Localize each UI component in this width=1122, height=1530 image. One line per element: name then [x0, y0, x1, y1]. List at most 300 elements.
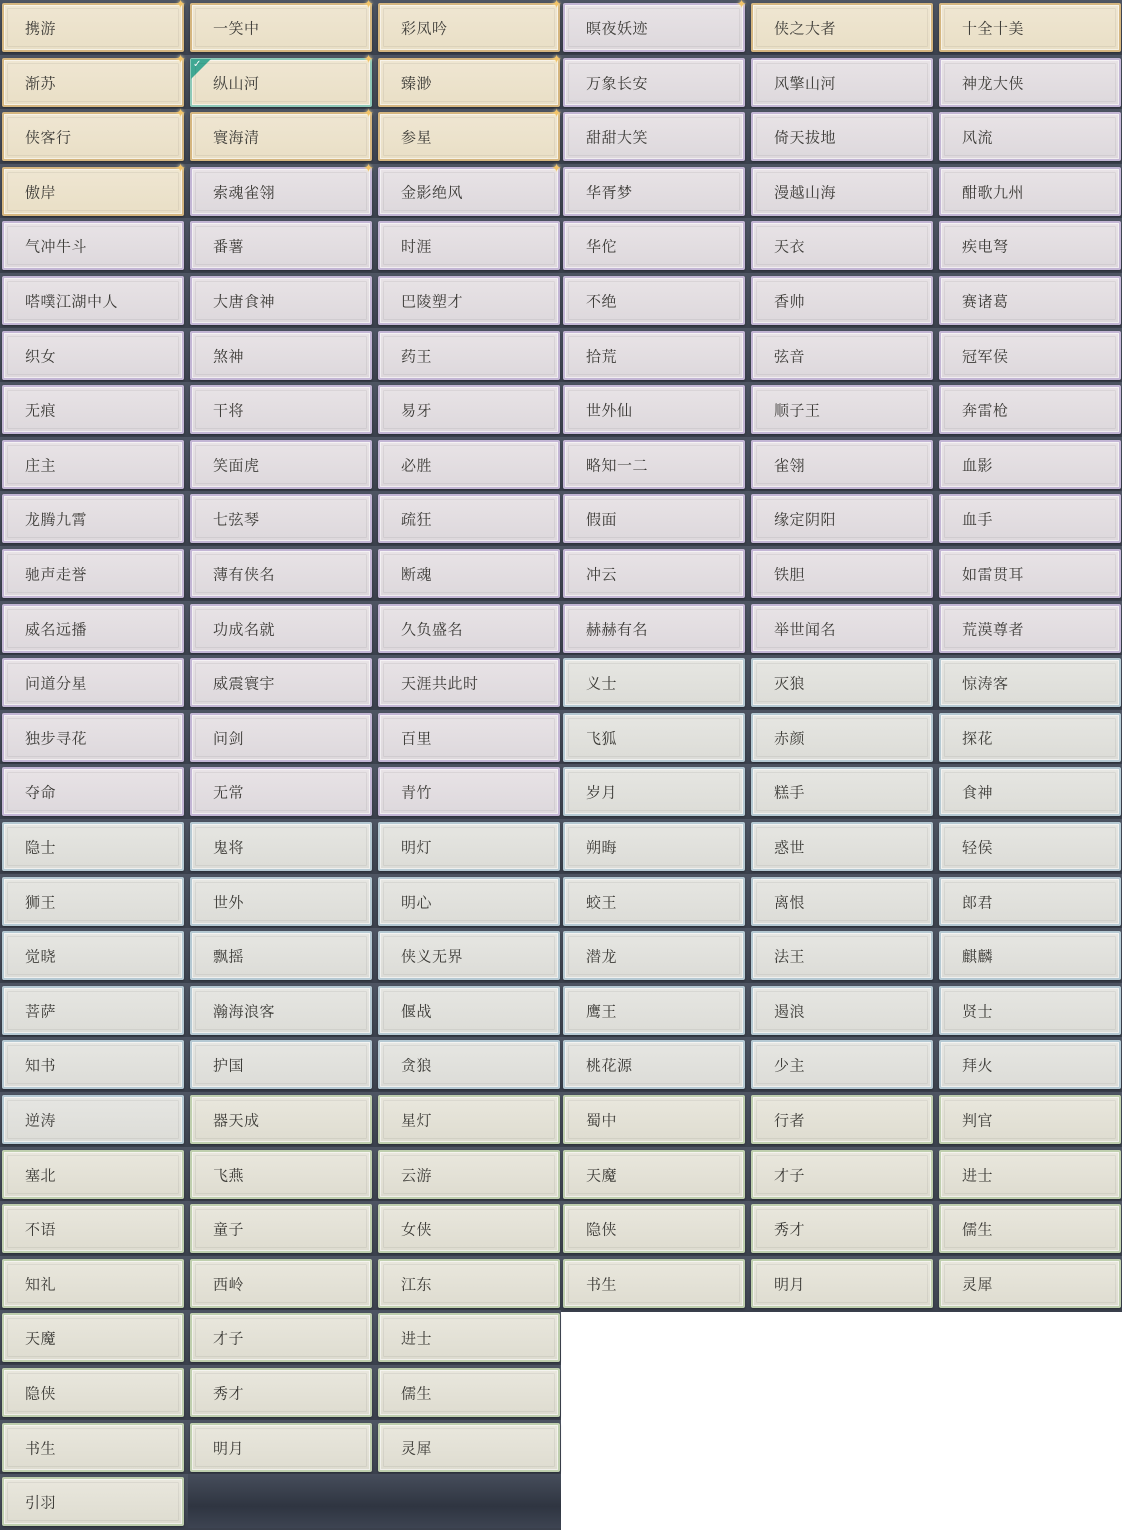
title-card-label: 江东 — [401, 1275, 433, 1293]
title-card[interactable] — [939, 1204, 1121, 1253]
title-card-label: 义士 — [586, 674, 618, 692]
star-icon: ✦ — [736, 0, 747, 11]
title-card[interactable] — [378, 986, 560, 1035]
title-card-label: 不绝 — [586, 292, 618, 310]
title-card[interactable] — [378, 1313, 560, 1362]
title-card-label: 侠客行 — [25, 128, 72, 146]
title-card-label: 血手 — [962, 510, 994, 528]
title-card-label: 疏狂 — [401, 510, 433, 528]
title-card[interactable] — [378, 1040, 560, 1089]
title-card[interactable] — [563, 1095, 745, 1144]
title-card-label: 无痕 — [25, 401, 57, 419]
title-card-label: 明灯 — [401, 838, 433, 856]
title-card-label: 食神 — [962, 783, 994, 801]
title-card-label: 问剑 — [213, 729, 245, 747]
title-card[interactable] — [378, 931, 560, 980]
title-card[interactable] — [751, 986, 933, 1035]
title-card[interactable] — [939, 3, 1121, 52]
title-card-label: 才子 — [213, 1329, 245, 1347]
title-card-label: 不语 — [25, 1220, 57, 1238]
title-card-label: 笑面虎 — [213, 456, 260, 474]
title-card[interactable] — [751, 3, 933, 52]
title-card-label: 气冲牛斗 — [25, 237, 88, 255]
title-card-label: 狮王 — [25, 893, 57, 911]
title-card-label: 飞燕 — [213, 1166, 245, 1184]
title-card-label: 弦音 — [774, 347, 806, 365]
title-card-label: 童子 — [213, 1220, 245, 1238]
title-card[interactable] — [378, 604, 560, 653]
title-card[interactable] — [2, 385, 184, 434]
title-card[interactable] — [2, 1477, 184, 1526]
title-card-label: 臻渺 — [401, 74, 433, 92]
title-card-label: 万象长安 — [586, 74, 649, 92]
title-card[interactable] — [2, 1313, 184, 1362]
title-card-label: 逆涛 — [25, 1111, 57, 1129]
title-card-label: 惊涛客 — [962, 674, 1009, 692]
title-card[interactable] — [378, 440, 560, 489]
title-card-label: 风擎山河 — [774, 74, 837, 92]
title-card[interactable] — [2, 1368, 184, 1417]
title-card[interactable] — [2, 931, 184, 980]
title-card[interactable] — [751, 1150, 933, 1199]
title-card[interactable] — [190, 494, 372, 543]
title-card[interactable] — [378, 1095, 560, 1144]
title-card-label: 香帅 — [774, 292, 806, 310]
title-card-label: 血影 — [962, 456, 994, 474]
title-card-label: 知礼 — [25, 1275, 57, 1293]
title-card[interactable] — [563, 0, 747, 52]
star-icon: ✦ — [363, 52, 374, 66]
title-card[interactable] — [563, 58, 745, 107]
title-card[interactable] — [378, 822, 560, 871]
title-card-label: 假面 — [586, 510, 618, 528]
title-card[interactable] — [2, 106, 186, 161]
title-card-label: 郎君 — [962, 893, 994, 911]
title-card-label: 青竹 — [401, 783, 433, 801]
title-card[interactable] — [939, 1150, 1121, 1199]
title-card[interactable] — [751, 658, 933, 707]
title-card[interactable] — [751, 112, 933, 161]
title-card-label: 嗒噗江湖中人 — [25, 292, 119, 310]
star-icon: ✦ — [175, 0, 186, 11]
title-card[interactable] — [939, 1095, 1121, 1144]
title-card-label: 无常 — [213, 783, 245, 801]
title-card[interactable] — [2, 161, 186, 216]
title-card-label: 法王 — [774, 947, 806, 965]
title-card-label: 彩凤吟 — [401, 19, 448, 37]
title-card[interactable] — [378, 549, 560, 598]
title-card-label: 独步寻花 — [25, 729, 88, 747]
title-card-label: 贪狼 — [401, 1056, 433, 1074]
title-card[interactable] — [563, 385, 745, 434]
title-card-label: 天魔 — [25, 1329, 57, 1347]
title-card-label: 星灯 — [401, 1111, 433, 1129]
title-card-label: 金影绝风 — [401, 183, 464, 201]
title-card-label: 暝夜妖迹 — [586, 19, 649, 37]
title-card-label: 天衣 — [774, 237, 806, 255]
title-card[interactable] — [190, 1259, 372, 1308]
title-card-label: 天魔 — [586, 1166, 618, 1184]
title-card[interactable] — [378, 0, 562, 52]
title-card[interactable] — [563, 1150, 745, 1199]
title-card[interactable] — [939, 221, 1121, 270]
star-icon: ✦ — [363, 0, 374, 11]
title-card-label: 易牙 — [401, 401, 433, 419]
title-card[interactable] — [751, 1095, 933, 1144]
title-card[interactable] — [190, 1204, 372, 1253]
title-card-label: 略知一二 — [586, 456, 649, 474]
title-card-label: 飘摇 — [213, 947, 245, 965]
title-card-label: 功成名就 — [213, 620, 276, 638]
title-card[interactable] — [2, 1259, 184, 1308]
title-card[interactable] — [2, 1423, 184, 1472]
title-card[interactable] — [563, 931, 745, 980]
star-icon: ✦ — [175, 161, 186, 175]
star-icon: ✦ — [363, 161, 374, 175]
title-card[interactable] — [378, 494, 560, 543]
title-card-label: 鹰王 — [586, 1002, 618, 1020]
title-card[interactable] — [751, 1040, 933, 1089]
title-card[interactable] — [2, 331, 184, 380]
star-icon: ✦ — [175, 106, 186, 120]
title-card-label: 侠之大者 — [774, 19, 837, 37]
title-card[interactable] — [563, 276, 745, 325]
checkmark-icon — [191, 59, 211, 79]
title-card[interactable] — [751, 604, 933, 653]
title-card[interactable] — [378, 331, 560, 380]
title-card-label: 轻侯 — [962, 838, 994, 856]
title-card[interactable] — [2, 276, 184, 325]
title-card[interactable] — [751, 549, 933, 598]
title-card[interactable] — [378, 1259, 560, 1308]
title-card[interactable] — [751, 877, 933, 926]
title-card[interactable] — [2, 658, 184, 707]
title-card[interactable] — [563, 1204, 745, 1253]
title-card[interactable] — [190, 822, 372, 871]
title-card[interactable] — [563, 440, 745, 489]
title-card[interactable] — [939, 931, 1121, 980]
title-card-label: 蜀中 — [586, 1111, 618, 1129]
title-card[interactable] — [939, 276, 1121, 325]
title-card[interactable] — [190, 767, 372, 816]
title-card[interactable] — [2, 549, 184, 598]
title-card-label: 麒麟 — [962, 947, 994, 965]
title-card[interactable] — [939, 167, 1121, 216]
title-card-label: 少主 — [774, 1056, 806, 1074]
title-card-label: 秀才 — [774, 1220, 806, 1238]
title-card[interactable] — [563, 877, 745, 926]
title-card[interactable] — [190, 1040, 372, 1089]
title-card[interactable] — [2, 1150, 184, 1199]
title-card[interactable] — [2, 604, 184, 653]
title-card[interactable] — [2, 713, 184, 762]
title-card[interactable] — [2, 767, 184, 816]
title-card-label: 携游 — [25, 19, 57, 37]
title-card[interactable] — [190, 52, 374, 107]
title-card[interactable] — [563, 767, 745, 816]
title-card[interactable] — [563, 1040, 745, 1089]
title-card-label: 离恨 — [774, 893, 806, 911]
title-card[interactable] — [190, 1313, 372, 1362]
title-card[interactable] — [939, 658, 1121, 707]
title-card-label: 瀚海浪客 — [213, 1002, 276, 1020]
title-card-label: 儒生 — [962, 1220, 994, 1238]
title-card[interactable] — [939, 877, 1121, 926]
title-card[interactable] — [190, 713, 372, 762]
title-card[interactable] — [563, 713, 745, 762]
title-card-label: 驰声走誉 — [25, 565, 88, 583]
title-card-label: 糕手 — [774, 783, 806, 801]
title-card[interactable] — [563, 1259, 745, 1308]
title-card-label: 书生 — [25, 1439, 57, 1457]
title-card[interactable] — [751, 494, 933, 543]
title-card-label: 西岭 — [213, 1275, 245, 1293]
title-card-label: 十全十美 — [962, 19, 1025, 37]
title-card[interactable] — [939, 767, 1121, 816]
title-card-label: 云游 — [401, 1166, 433, 1184]
title-card[interactable] — [378, 276, 560, 325]
title-card-label: 织女 — [25, 347, 57, 365]
title-card-label: 夺命 — [25, 783, 57, 801]
title-card[interactable] — [2, 877, 184, 926]
title-card[interactable] — [563, 604, 745, 653]
title-card-label: 甜甜大笑 — [586, 128, 649, 146]
title-card[interactable] — [751, 221, 933, 270]
title-card-label: 塞北 — [25, 1166, 57, 1184]
title-card-label: 护国 — [213, 1056, 245, 1074]
title-card-label: 华佗 — [586, 237, 618, 255]
title-card[interactable] — [563, 494, 745, 543]
title-card-label: 觉晓 — [25, 947, 57, 965]
title-card[interactable] — [563, 986, 745, 1035]
title-card[interactable] — [751, 385, 933, 434]
title-card[interactable] — [378, 713, 560, 762]
title-card[interactable] — [2, 0, 186, 52]
title-card[interactable] — [2, 1204, 184, 1253]
title-card[interactable] — [751, 713, 933, 762]
title-card-label: 隐侠 — [25, 1384, 57, 1402]
title-card[interactable] — [751, 767, 933, 816]
title-card-label: 引羽 — [25, 1493, 57, 1511]
title-card[interactable] — [190, 331, 372, 380]
title-card[interactable] — [378, 106, 562, 161]
title-card-label: 赫赫有名 — [586, 620, 649, 638]
title-card-label: 久负盛名 — [401, 620, 464, 638]
title-card[interactable] — [563, 112, 745, 161]
empty-slot — [188, 1474, 561, 1528]
title-card[interactable] — [939, 112, 1121, 161]
title-card-label: 一笑中 — [213, 19, 260, 37]
title-card[interactable] — [939, 331, 1121, 380]
title-card-label: 知书 — [25, 1056, 57, 1074]
title-card-label: 奔雷枪 — [962, 401, 1009, 419]
title-card[interactable] — [939, 822, 1121, 871]
title-card-label: 参星 — [401, 128, 433, 146]
title-card-label: 桃花源 — [586, 1056, 633, 1074]
title-card[interactable] — [190, 440, 372, 489]
title-card[interactable] — [939, 604, 1121, 653]
title-card-label: 隐士 — [25, 838, 57, 856]
title-card[interactable] — [378, 1204, 560, 1253]
title-card-label: 进士 — [962, 1166, 994, 1184]
title-card-label: 蛟王 — [586, 893, 618, 911]
title-card-label: 拾荒 — [586, 347, 618, 365]
title-card[interactable] — [751, 822, 933, 871]
title-card[interactable] — [751, 331, 933, 380]
title-card[interactable] — [190, 161, 374, 216]
title-card[interactable] — [939, 549, 1121, 598]
title-card-label: 百里 — [401, 729, 433, 747]
title-card[interactable] — [190, 1423, 372, 1472]
title-card[interactable] — [190, 1368, 372, 1417]
title-card-label: 天涯共此时 — [401, 674, 479, 692]
title-card[interactable] — [378, 385, 560, 434]
title-card[interactable] — [378, 52, 562, 107]
title-card[interactable] — [190, 549, 372, 598]
title-card[interactable] — [751, 1259, 933, 1308]
title-card[interactable] — [190, 658, 372, 707]
title-card[interactable] — [2, 1095, 184, 1144]
title-card[interactable] — [378, 767, 560, 816]
title-card-label: 漫越山海 — [774, 183, 837, 201]
title-card-label: 朔晦 — [586, 838, 618, 856]
title-card-label: 傲岸 — [25, 183, 57, 201]
title-card[interactable] — [939, 713, 1121, 762]
title-card[interactable] — [563, 549, 745, 598]
title-card-label: 灭狼 — [774, 674, 806, 692]
title-card-label: 惑世 — [774, 838, 806, 856]
title-card-label: 冲云 — [586, 565, 618, 583]
title-card[interactable] — [2, 52, 186, 107]
title-card[interactable] — [751, 440, 933, 489]
title-card[interactable] — [378, 877, 560, 926]
title-card-label: 神龙大侠 — [962, 74, 1025, 92]
title-card-label: 大唐食神 — [213, 292, 276, 310]
title-card[interactable] — [378, 161, 562, 216]
title-card[interactable] — [190, 877, 372, 926]
title-card[interactable] — [190, 276, 372, 325]
title-card[interactable] — [2, 494, 184, 543]
title-card-label: 世外 — [213, 893, 245, 911]
title-card-label: 必胜 — [401, 456, 433, 474]
title-card[interactable] — [751, 1204, 933, 1253]
title-card-label: 缘定阴阳 — [774, 510, 837, 528]
title-card-label: 赛诸葛 — [962, 292, 1009, 310]
title-card-label: 纵山河 — [213, 74, 260, 92]
title-card-label: 隐侠 — [586, 1220, 618, 1238]
title-card-label: 渐苏 — [25, 74, 57, 92]
title-card-label: 明月 — [213, 1439, 245, 1457]
title-card[interactable] — [751, 58, 933, 107]
title-card-label: 药王 — [401, 347, 433, 365]
title-card-label: 岁月 — [586, 783, 618, 801]
title-card[interactable] — [751, 167, 933, 216]
title-card-label: 飞狐 — [586, 729, 618, 747]
title-card[interactable] — [190, 1150, 372, 1199]
title-card[interactable] — [939, 1040, 1121, 1089]
title-card[interactable] — [378, 1423, 560, 1472]
title-card-label: 铁胆 — [774, 565, 806, 583]
title-card[interactable] — [378, 1368, 560, 1417]
title-card[interactable] — [190, 385, 372, 434]
title-card[interactable] — [939, 440, 1121, 489]
title-card-label: 进士 — [401, 1329, 433, 1347]
title-card[interactable] — [939, 494, 1121, 543]
title-card[interactable] — [563, 822, 745, 871]
title-card[interactable] — [378, 658, 560, 707]
title-card[interactable] — [190, 221, 372, 270]
title-card[interactable] — [939, 58, 1121, 107]
title-card-label: 偃战 — [401, 1002, 433, 1020]
title-card[interactable] — [2, 440, 184, 489]
title-card-label: 秀才 — [213, 1384, 245, 1402]
title-card[interactable] — [190, 931, 372, 980]
title-card-label: 干将 — [213, 401, 245, 419]
title-card[interactable] — [751, 931, 933, 980]
title-card-label: 儒生 — [401, 1384, 433, 1402]
title-card-label: 倚天拔地 — [774, 128, 837, 146]
title-card[interactable] — [563, 331, 745, 380]
title-card-label: 风流 — [962, 128, 994, 146]
title-card-label: 寰海清 — [213, 128, 260, 146]
title-card-label: 侠义无界 — [401, 947, 464, 965]
title-card-label: 灵犀 — [962, 1275, 994, 1293]
title-card-label: 如雷贯耳 — [962, 565, 1025, 583]
title-card-label: 顺子王 — [774, 401, 821, 419]
title-card-label: 女侠 — [401, 1220, 433, 1238]
title-card-label: 赤颜 — [774, 729, 806, 747]
title-card-label: 荒漠尊者 — [962, 620, 1025, 638]
title-card[interactable] — [378, 221, 560, 270]
title-card-label: 龙腾九霄 — [25, 510, 88, 528]
title-card-label: 雀翎 — [774, 456, 806, 474]
title-card[interactable] — [563, 167, 745, 216]
title-card[interactable] — [190, 0, 374, 52]
title-card-label: 书生 — [586, 1275, 618, 1293]
title-card[interactable] — [939, 385, 1121, 434]
title-card-label: 遏浪 — [774, 1002, 806, 1020]
title-card[interactable] — [190, 986, 372, 1035]
title-card-label: 疾电弩 — [962, 237, 1009, 255]
star-icon: ✦ — [363, 106, 374, 120]
title-card-label: 巴陵塑才 — [401, 292, 464, 310]
title-card-label: 煞神 — [213, 347, 245, 365]
title-card[interactable] — [939, 986, 1121, 1035]
title-card[interactable] — [2, 1040, 184, 1089]
title-card[interactable] — [378, 1150, 560, 1199]
title-card-label: 冠军侯 — [962, 347, 1009, 365]
title-card[interactable] — [190, 106, 374, 161]
title-card-label: 问道分星 — [25, 674, 88, 692]
title-card[interactable] — [190, 1095, 372, 1144]
title-card-label: 时涯 — [401, 237, 433, 255]
title-card-label: 七弦琴 — [213, 510, 260, 528]
title-card-label: 威震寰宇 — [213, 674, 276, 692]
title-card-label: 华胥梦 — [586, 183, 633, 201]
title-card[interactable] — [563, 658, 745, 707]
title-card[interactable] — [2, 822, 184, 871]
title-card[interactable] — [2, 221, 184, 270]
star-icon: ✦ — [175, 52, 186, 66]
title-card[interactable] — [751, 276, 933, 325]
title-card[interactable] — [939, 1259, 1121, 1308]
title-card[interactable] — [190, 604, 372, 653]
title-card-label: 灵犀 — [401, 1439, 433, 1457]
title-card-label: 番薯 — [213, 237, 245, 255]
title-card[interactable] — [563, 221, 745, 270]
title-card[interactable] — [2, 986, 184, 1035]
title-card-label: 行者 — [774, 1111, 806, 1129]
